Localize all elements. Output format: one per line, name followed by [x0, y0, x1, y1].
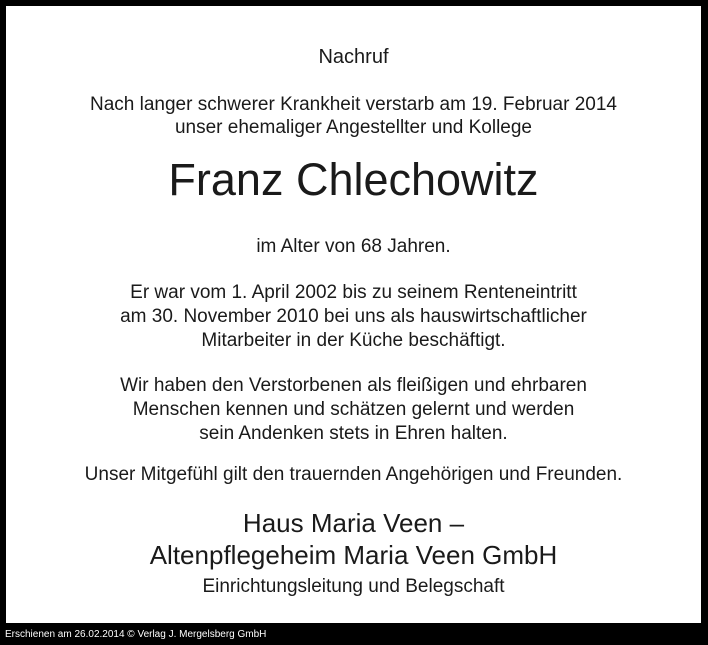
org-line-2: Altenpflegeheim Maria Veen GmbH [149, 540, 558, 570]
career-line-2: am 30. November 2010 bei uns als hauswirtschaftlicher [120, 306, 587, 327]
career-line-1: Er war vom 1. April 2002 bis zu seinem Renteneintritt [130, 282, 577, 303]
heading: Nachruf [318, 46, 389, 68]
condolence-line: Unser Mitgefühl gilt den trauernden Angehörigen und Freunden. [84, 464, 623, 485]
obituary-card [6, 6, 701, 623]
publication-note: Erschienen am 26.02.2014 © Verlag J. Mergelsberg GmbH [5, 629, 267, 640]
intro-line-1: Nach langer schwerer Krankheit verstarb am 19. Februar 2014 [90, 94, 617, 115]
tribute-line-2: Menschen kennen und schätzen gelernt und werden [132, 399, 575, 420]
org-subline: Einrichtungsleitung und Belegschaft [202, 576, 505, 597]
age-line: im Alter von 68 Jahren. [256, 236, 451, 257]
org-line-1: Haus Maria Veen – [242, 508, 465, 538]
intro-line-2: unser ehemaliger Angestellter und Kollege [174, 117, 532, 138]
deceased-name: Franz Chlechowitz [168, 154, 539, 205]
tribute-line-3: sein Andenken stets in Ehren halten. [199, 423, 508, 444]
career-line-3: Mitarbeiter in der Küche beschäftigt. [201, 330, 506, 351]
tribute-line-1: Wir haben den Verstorbenen als fleißigen und ehrbaren [120, 375, 587, 396]
